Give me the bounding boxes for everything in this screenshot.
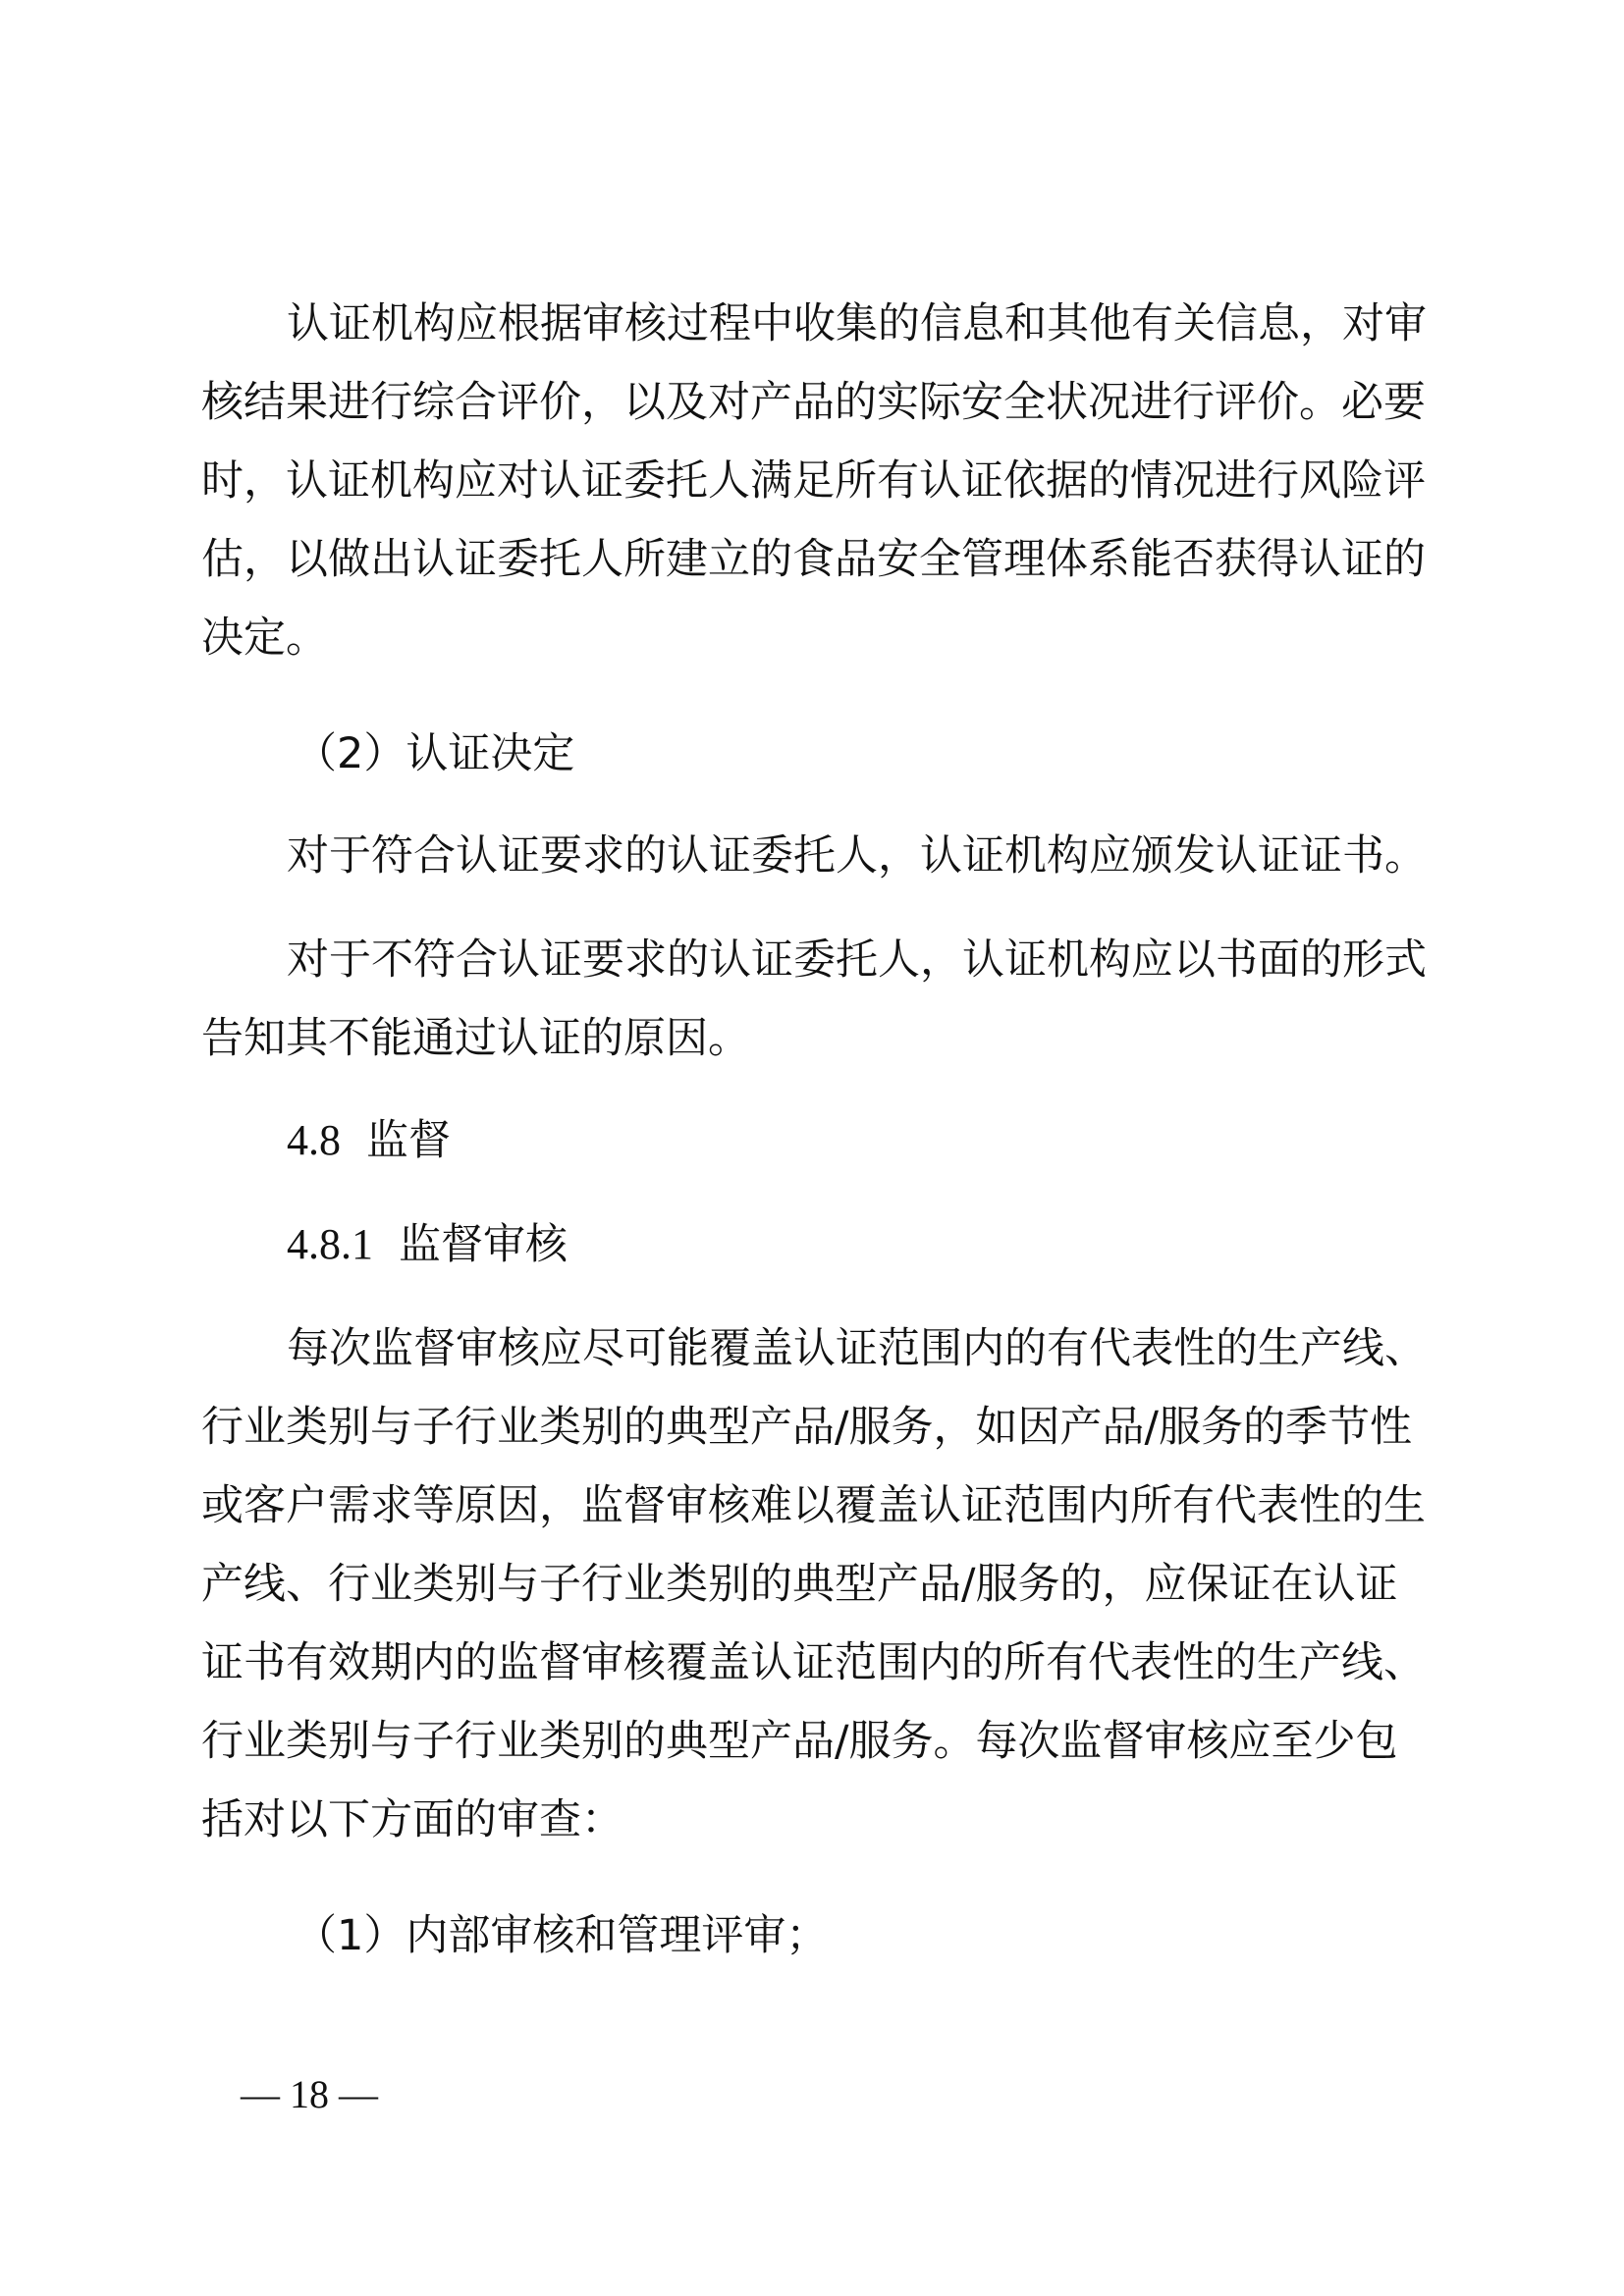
paragraph-surveillance-line-7: 括对以下方面的审查： bbox=[201, 1795, 623, 1844]
list-item-internal-audit: （1）内部审核和管理评审； bbox=[295, 1911, 829, 1960]
paragraph-surveillance-line-5: 证书有效期内的监督审核覆盖认证范围内的所有代表性的生产线、 bbox=[201, 1638, 1426, 1687]
paragraph-evaluation-line-4: 估，以做出认证委托人所建立的食品安全管理体系能否获得认证的 bbox=[201, 535, 1426, 584]
paragraph-surveillance-line-6: 行业类别与子行业类别的典型产品/服务。每次监督审核应至少包 bbox=[201, 1717, 1398, 1766]
paragraph-nonconforming-line-2: 告知其不能通过认证的原因。 bbox=[201, 1014, 750, 1063]
heading-4-8-1-title: 监督审核 bbox=[399, 1220, 568, 1269]
heading-4-8-title: 监督 bbox=[366, 1116, 451, 1165]
paragraph-issue-certificate: 对于符合认证要求的认证委托人，认证机构应颁发认证证书。 bbox=[287, 831, 1427, 881]
paragraph-evaluation-line-5: 决定。 bbox=[201, 614, 328, 663]
heading-4-8-number: 4.8 bbox=[287, 1116, 341, 1164]
paragraph-surveillance-line-4: 产线、行业类别与子行业类别的典型产品/服务的，应保证在认证 bbox=[201, 1560, 1398, 1609]
paragraph-surveillance-line-1: 每次监督审核应尽可能覆盖认证范围内的有代表性的生产线、 bbox=[287, 1324, 1427, 1373]
paragraph-nonconforming-line-1: 对于不符合认证要求的认证委托人，认证机构应以书面的形式 bbox=[287, 935, 1427, 985]
paragraph-evaluation-line-2: 核结果进行综合评价，以及对产品的实际安全状况进行评价。必要 bbox=[201, 378, 1426, 427]
heading-4-8-1-number: 4.8.1 bbox=[287, 1220, 373, 1268]
paragraph-evaluation-line-1: 认证机构应根据审核过程中收集的信息和其他有关信息，对审 bbox=[287, 299, 1427, 348]
heading-certification-decision: （2）认证决定 bbox=[295, 729, 575, 778]
paragraph-surveillance-line-3: 或客户需求等原因，监督审核难以覆盖认证范围内所有代表性的生 bbox=[201, 1481, 1426, 1530]
page-number: — 18 — bbox=[241, 2072, 378, 2116]
heading-4-8-1 bbox=[287, 1205, 1435, 1284]
paragraph-surveillance-line-2: 行业类别与子行业类别的典型产品/服务，如因产品/服务的季节性 bbox=[201, 1403, 1412, 1452]
paragraph-evaluation-line-3: 时，认证机构应对认证委托人满足所有认证依据的情况进行风险评 bbox=[201, 456, 1426, 506]
heading-4-8 bbox=[287, 1101, 1435, 1180]
